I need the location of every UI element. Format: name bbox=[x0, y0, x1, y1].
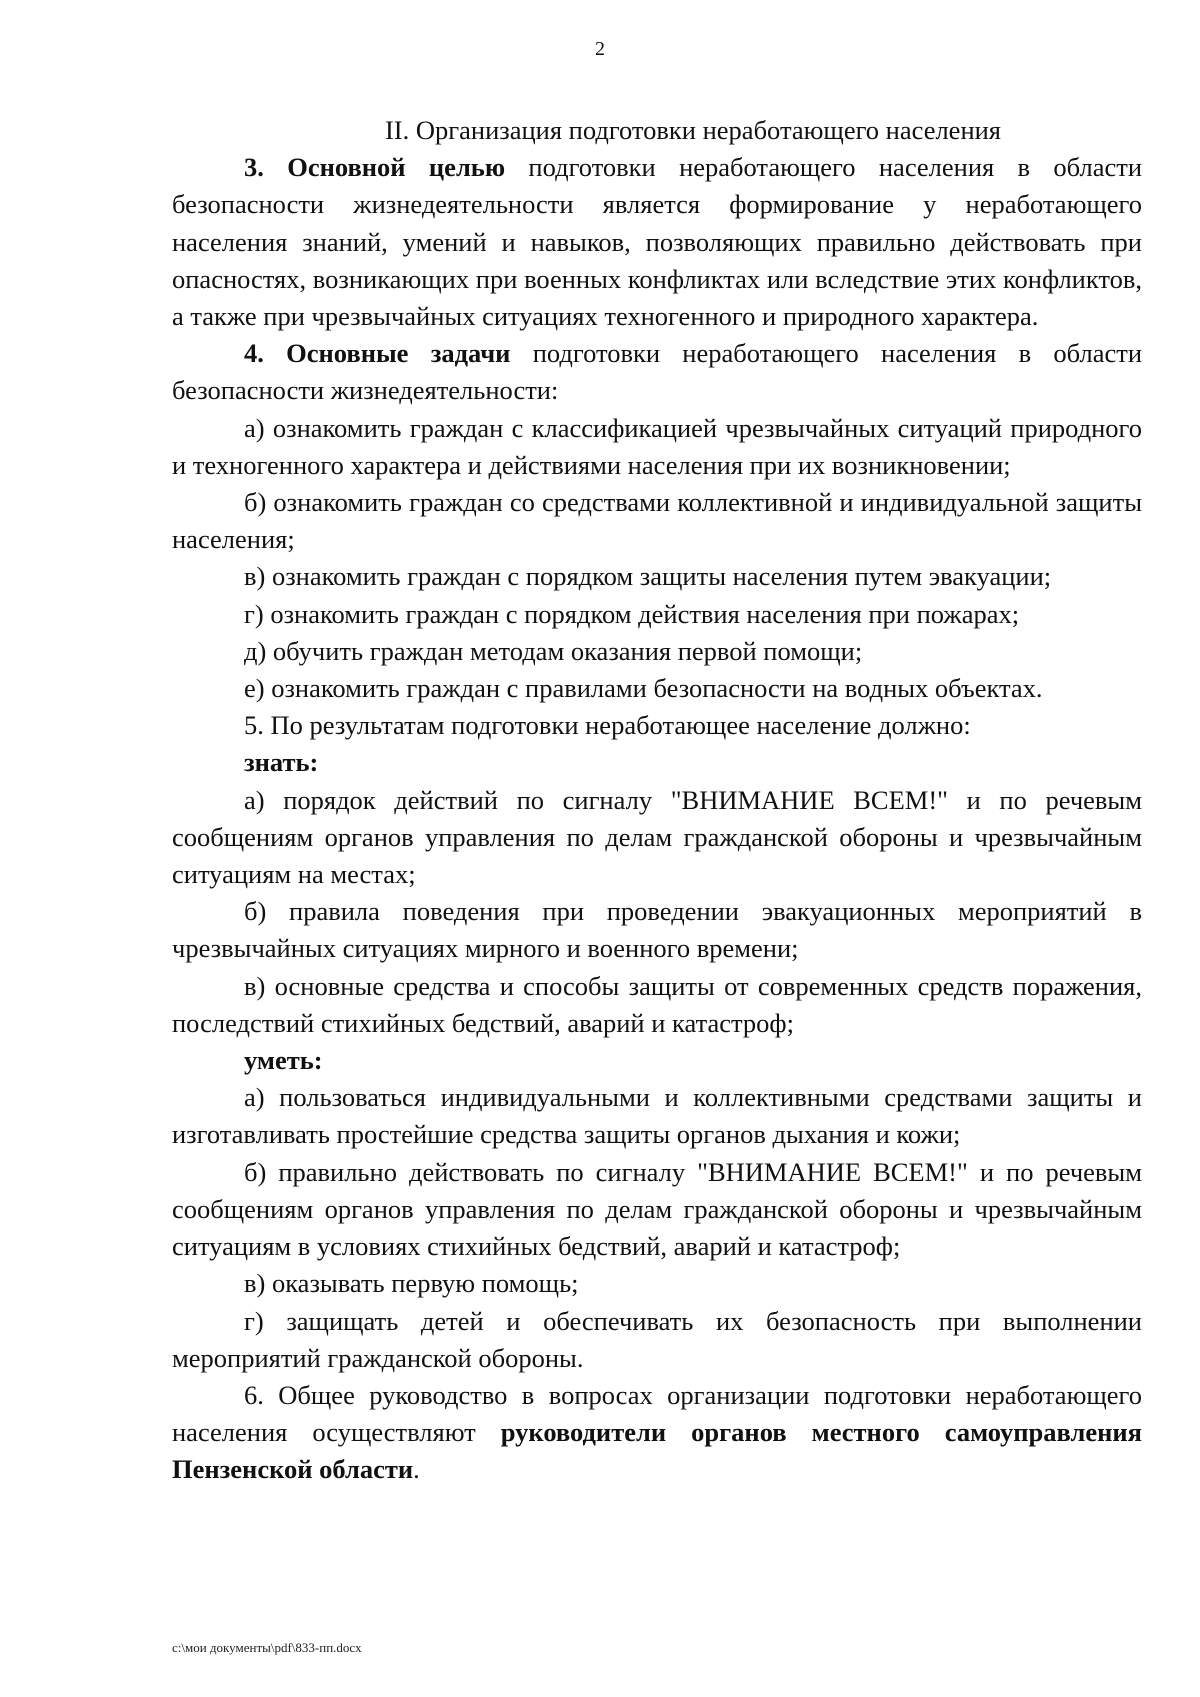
task-item-g: г) ознакомить граждан с порядком действия населения при пожарах; bbox=[244, 598, 1020, 629]
able-item-v: в) оказывать первую помощь; bbox=[244, 1268, 579, 1299]
able-item-b: б) правильно действовать по сигналу "ВНИМАНИЕ ВСЕМ!" и по речевым сообщениям органов управления по делам гражданской обороны и чрезвычайным ситуациям в условиях стихийных бедствий, аварий и катастроф; bbox=[172, 1156, 1142, 1262]
paragraph-3 bbox=[172, 149, 1142, 335]
able-label bbox=[172, 1042, 1142, 1079]
paragraph-4-bold: 4. Основные задачи bbox=[244, 338, 511, 369]
know-label-text: знать: bbox=[244, 747, 319, 778]
page-number: 2 bbox=[595, 38, 605, 60]
know-item-v: в) основные средства и способы защиты от современных средств поражения, последствий стихийных бедствий, аварий и катастроф; bbox=[172, 970, 1142, 1038]
paragraph-6-bold: руководители органов местного самоуправления Пензенской области bbox=[172, 1417, 1142, 1485]
task-item-v: в) ознакомить граждан с порядком защиты населения путем эвакуации; bbox=[244, 561, 1052, 592]
paragraph-4 bbox=[172, 335, 1142, 409]
know-label bbox=[172, 744, 1142, 781]
able-item-g: г) защищать детей и обеспечивать их безопасность при выполнении мероприятий гражданской обороны. bbox=[172, 1305, 1142, 1373]
know-item-a: а) порядок действий по сигналу "ВНИМАНИЕ ВСЕМ!" и по речевым сообщениям органов управления по делам гражданской обороны и чрезвычайным ситуациям на местах; bbox=[172, 784, 1142, 890]
task-item-d: д) обучить граждан методам оказания первой помощи; bbox=[244, 635, 863, 666]
section-title: II. Организация подготовки неработающего населения bbox=[384, 115, 1001, 145]
task-item-e: е) ознакомить граждан с правилами безопасности на водных объектах. bbox=[244, 673, 1043, 704]
paragraph-6-text: 6. Общее руководство в вопросах организации подготовки неработающего населения осуществляют bbox=[172, 1379, 1142, 1448]
paragraph-6 bbox=[172, 1377, 1142, 1489]
task-item-b: б) ознакомить граждан со средствами коллективной и индивидуальной защиты населения; bbox=[172, 487, 1142, 555]
able-label-text: уметь: bbox=[244, 1045, 323, 1076]
paragraph-3-text: подготовки неработающего населения в области безопасности жизнедеятельности является формирование у неработающего населения знаний, умений и навыков, позволяющих правильно действовать при опасностях, возникающих при военных конфликтах или вследствие этих конфликтов, а также при чрезвычайных ситуациях техногенного и природного характера. bbox=[172, 152, 1142, 332]
paragraph-5: 5. По результатам подготовки неработающее население должно: bbox=[244, 710, 971, 741]
able-item-a: а) пользоваться индивидуальными и коллективными средствами защиты и изготавливать простейшие средства защиты органов дыхания и кожи; bbox=[172, 1082, 1142, 1150]
paragraph-3-bold: 3. Основной целью bbox=[244, 152, 506, 183]
paragraph-4-text: подготовки неработающего населения в области безопасности жизнедеятельности: bbox=[172, 338, 1142, 406]
document-body bbox=[172, 112, 1142, 1489]
paragraph-6-end: . bbox=[413, 1454, 420, 1485]
know-item-b: б) правила поведения при проведении эвакуационных мероприятий в чрезвычайных ситуациях мирного и военного времени; bbox=[172, 896, 1142, 964]
task-item-a: а) ознакомить граждан с классификацией чрезвычайных ситуаций природного и техногенного характера и действиями населения при их возникновении; bbox=[172, 412, 1142, 480]
footer-file-path: c:\мои документы\pdf\833-пп.docx bbox=[172, 1640, 362, 1655]
